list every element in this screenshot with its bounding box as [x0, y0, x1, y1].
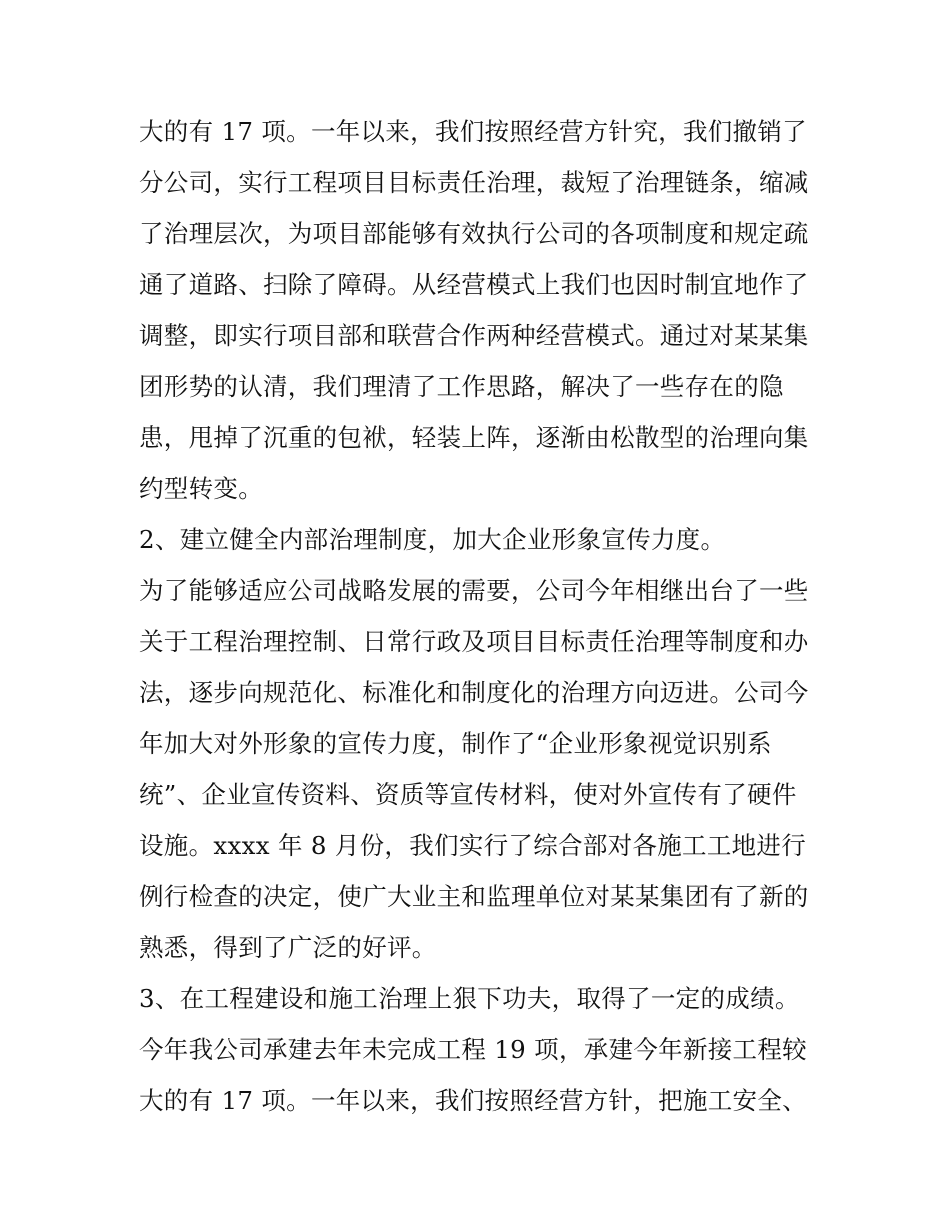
- text-line: 年加大对外形象的宣传力度，制作了“企业形象视觉识别系: [139, 729, 772, 758]
- text-line: 关于工程治理控制、日常行政及项目目标责任治理等制度和办: [139, 627, 809, 656]
- text-line: 设施。xxxx 年 8 月份，我们实行了综合部对各施工工地进行: [139, 831, 807, 860]
- text-line: 患，甩掉了沉重的包袱，轻装上阵，逐渐由松散型的治理向集: [139, 423, 809, 452]
- text-line: 调整，即实行项目部和联营合作两种经营模式。通过对某某集: [139, 321, 809, 350]
- section-heading-3: 3、在工程建设和施工治理上狠下功夫，取得了一定的成绩。: [139, 984, 800, 1013]
- text-line: 分公司，实行工程项目目标责任治理，裁短了治理链条，缩减: [139, 168, 809, 197]
- text-line: 大的有 17 项。一年以来，我们按照经营方针，把施工安全、: [139, 1086, 807, 1115]
- text-line: 例行检查的决定，使广大业主和监理单位对某某集团有了新的: [139, 882, 809, 911]
- text-line: 通了道路、扫除了障碍。从经营模式上我们也因时制宜地作了: [139, 270, 809, 299]
- text-line: 为了能够适应公司战略发展的需要，公司今年相继出台了一些: [139, 576, 809, 605]
- text-line: 约型转变。: [139, 474, 263, 503]
- text-line: 了治理层次，为项目部能够有效执行公司的各项制度和规定疏: [139, 219, 809, 248]
- text-line: 今年我公司承建去年未完成工程 19 项，承建今年新接工程较: [139, 1035, 807, 1064]
- text-line: 统”、企业宣传资料、资质等宣传材料，使对外宣传有了硬件: [139, 780, 797, 809]
- section-heading-2: 2、建立健全内部治理制度，加大企业形象宣传力度。: [139, 525, 726, 554]
- text-line: 大的有 17 项。一年以来，我们按照经营方针究，我们撤销了: [139, 117, 807, 146]
- text-line: 团形势的认清，我们理清了工作思路，解决了一些存在的隐: [139, 372, 784, 401]
- text-line: 法，逐步向规范化、标准化和制度化的治理方向迈进。公司今: [139, 678, 809, 707]
- body-text: [139, 106, 829, 1126]
- text-line: 熟悉，得到了广泛的好评。: [139, 933, 437, 962]
